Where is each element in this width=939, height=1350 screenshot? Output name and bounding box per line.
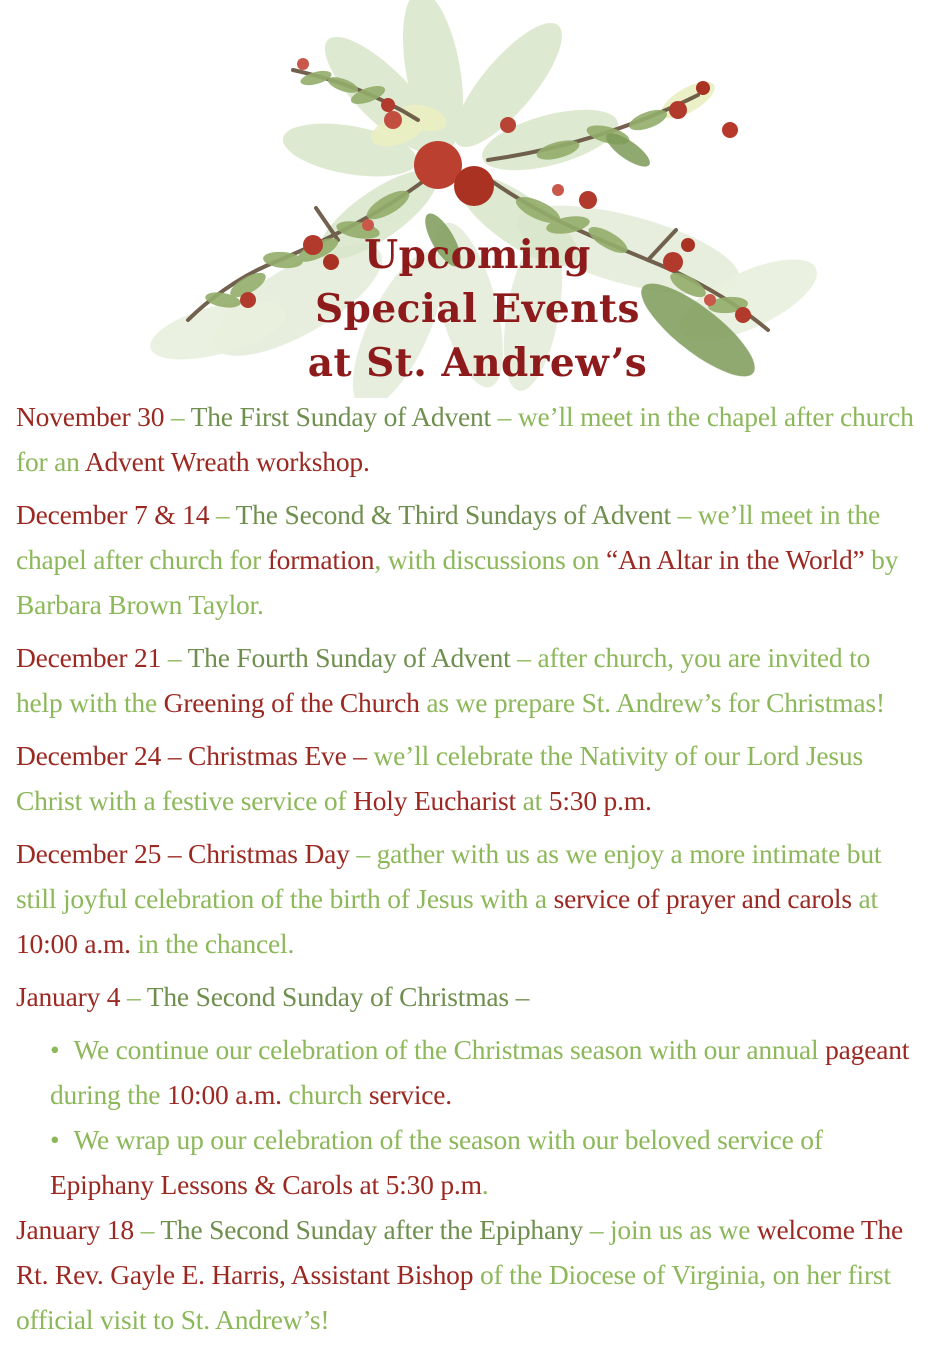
text-run-lightgreen: at: [851, 883, 878, 914]
text-run-red: January 4: [16, 981, 121, 1012]
text-run-darkgreen: The Second Sunday of Christmas –: [146, 981, 530, 1012]
text-run-lightgreen: – after church, you are invited to help with the: [16, 642, 871, 718]
event-paragraph: [16, 394, 921, 484]
event-paragraph: [16, 1207, 921, 1342]
title-line-2: Special Events: [315, 286, 640, 332]
title-line-1: Upcoming: [364, 232, 591, 278]
event-paragraph: [16, 831, 921, 966]
text-run-darkgreen: The Second Sunday after the Epiphany: [160, 1214, 584, 1245]
text-run-lightgreen: , with discussions on: [374, 544, 607, 575]
text-run-red: formation: [267, 544, 375, 575]
title-line-3: at St. Andrew’s: [307, 340, 648, 386]
bullet-icon: •: [50, 1124, 60, 1155]
text-run-lightgreen: church: [281, 1079, 369, 1110]
text-run-lightgreen: .: [481, 1169, 489, 1200]
page-title: [0, 228, 939, 390]
event-bullet-item: [50, 1117, 921, 1207]
event-paragraph: [16, 733, 921, 823]
text-run-lightgreen: during the: [50, 1079, 167, 1110]
event-paragraph: [16, 635, 921, 725]
text-run-lightgreen: –: [120, 981, 147, 1012]
text-run-red: December 25 – Christmas Day: [16, 838, 350, 869]
text-run-lightgreen: –: [209, 499, 236, 530]
text-run-darkgreen: The Second & Third Sundays of Advent: [235, 499, 671, 530]
text-run-lightgreen: as we prepare St. Andrew’s for Christmas!: [419, 687, 885, 718]
text-run-red: November 30: [16, 401, 165, 432]
text-run-lightgreen: We wrap up our celebration of the season with our beloved service of: [73, 1124, 823, 1155]
text-run-red: Epiphany Lessons & Carols at 5:30 p.m: [50, 1169, 482, 1200]
text-run-lightgreen: by Barbara Brown Taylor.: [16, 544, 899, 620]
text-run-red: welcome The Rt. Rev. Gayle E. Harris, Assistant Bishop: [16, 1214, 904, 1290]
event-paragraph: [16, 974, 921, 1019]
text-run-red: January 18: [16, 1214, 134, 1245]
text-run-red: December 24 – Christmas Eve –: [16, 740, 367, 771]
text-run-lightgreen: –: [161, 642, 188, 673]
header-decoration-area: [0, 0, 939, 400]
text-run-red: Advent Wreath workshop.: [84, 446, 370, 477]
text-run-red: Holy Eucharist: [353, 785, 516, 816]
events-list: [0, 394, 939, 1350]
text-run-lightgreen: of the Diocese of Virginia, on her first official visit to St. Andrew’s!: [16, 1259, 891, 1335]
event-paragraph: [16, 492, 921, 627]
text-run-lightgreen: we’ll celebrate the Nativity of our Lord Jesus Christ with a festive service of: [16, 740, 863, 816]
text-run-red: service of prayer and carols: [553, 883, 852, 914]
event-bullet-item: [50, 1027, 921, 1117]
text-run-red: 10:00 a.m.: [16, 928, 131, 959]
text-run-lightgreen: – we’ll meet in the chapel after church for: [16, 499, 881, 575]
text-run-red: pageant: [825, 1034, 910, 1065]
text-run-lightgreen: –: [164, 401, 191, 432]
text-run-darkgreen: The Fourth Sunday of Advent: [187, 642, 511, 673]
text-run-red: December 7 & 14: [16, 499, 210, 530]
text-run-lightgreen: –: [133, 1214, 161, 1245]
text-run-lightgreen: in the chancel.: [130, 928, 295, 959]
text-run-lightgreen: – join us as we: [583, 1214, 757, 1245]
text-run-red: Greening of the Church: [163, 687, 420, 718]
text-run-red: 10:00 a.m.: [166, 1079, 282, 1110]
bullet-icon: •: [50, 1034, 60, 1065]
text-run-red: December 21: [16, 642, 162, 673]
text-run-red: 5:30 p.m.: [548, 785, 652, 816]
text-run-lightgreen: – we’ll meet in the chapel after church for an: [16, 401, 914, 477]
text-run-darkgreen: The First Sunday of Advent: [190, 401, 491, 432]
text-run-red: “An Altar in the World”: [606, 544, 865, 575]
text-run-lightgreen: – gather with us as we enjoy a more intimate but still joyful celebration of the birth of Jesus with a: [16, 838, 882, 914]
text-run-red: service.: [368, 1079, 452, 1110]
text-run-lightgreen: We continue our celebration of the Christmas season with our annual: [73, 1034, 826, 1065]
text-run-lightgreen: at: [516, 785, 549, 816]
